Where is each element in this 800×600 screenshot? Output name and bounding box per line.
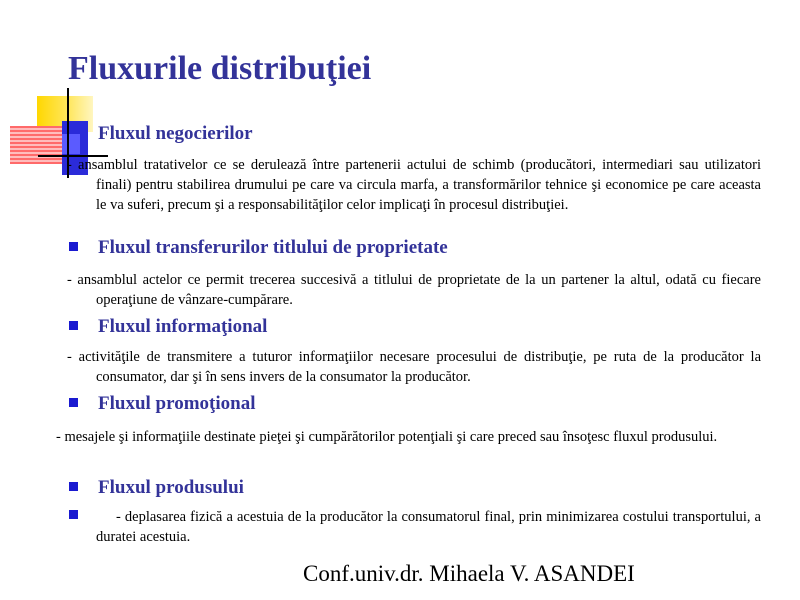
decorative-blue-square-inner [62, 134, 80, 154]
section-text-promotional: - mesajele şi informaţiile destinate pieţei şi cumpărătorilor potenţiali şi care preced sau însoţesc fluxul produsului. [56, 429, 718, 445]
section-heading-promotional: Fluxul promoţional [98, 393, 256, 414]
section-heading-negotiation: Fluxul negocierilor [98, 123, 253, 144]
square-bullet-icon [69, 482, 78, 491]
square-bullet-icon [69, 398, 78, 407]
section-heading-information: Fluxul informaţional [98, 316, 268, 337]
section-text-negotiation: - ansamblul tratativelor ce se derulează între partenerii actului de schimb (producători, intermediari sau utilizatori finali) pentru stabilirea drumului pe care va circula marfa, a transformărilor tehnice şi economice pe care aceasta le va suferi, precum şi a responsabilităţilor celor implicaţi în procesul distribuţiei. [67, 157, 761, 213]
square-bullet-icon [69, 321, 78, 330]
section-heading-product: Fluxul produsului [98, 477, 244, 498]
square-bullet-icon [69, 242, 78, 251]
section-text-information: - activităţile de transmitere a tuturor informaţiilor necesare procesului de distribuţie, pe ruta de la producător la consumator, dar şi în sens invers de la consumator la producător. [67, 349, 761, 385]
section-text-ownership: - ansamblul actelor ce permit trecerea succesivă a titlului de proprietate de la un partener la altul, odată cu fiecare operaţiune de vânzare-cumpărare. [67, 272, 761, 308]
section-heading-ownership: Fluxul transferurilor titlului de proprietate [98, 237, 448, 258]
section-text-product: - deplasarea fizică a acestuia de la producător la consumatorul final, prin minimizarea costului transportului, a duratei acestuia. [96, 509, 761, 545]
author-credit: Conf.univ.dr. Mihaela V. ASANDEI [303, 561, 635, 586]
page-title: Fluxurile distribuţiei [68, 50, 372, 87]
